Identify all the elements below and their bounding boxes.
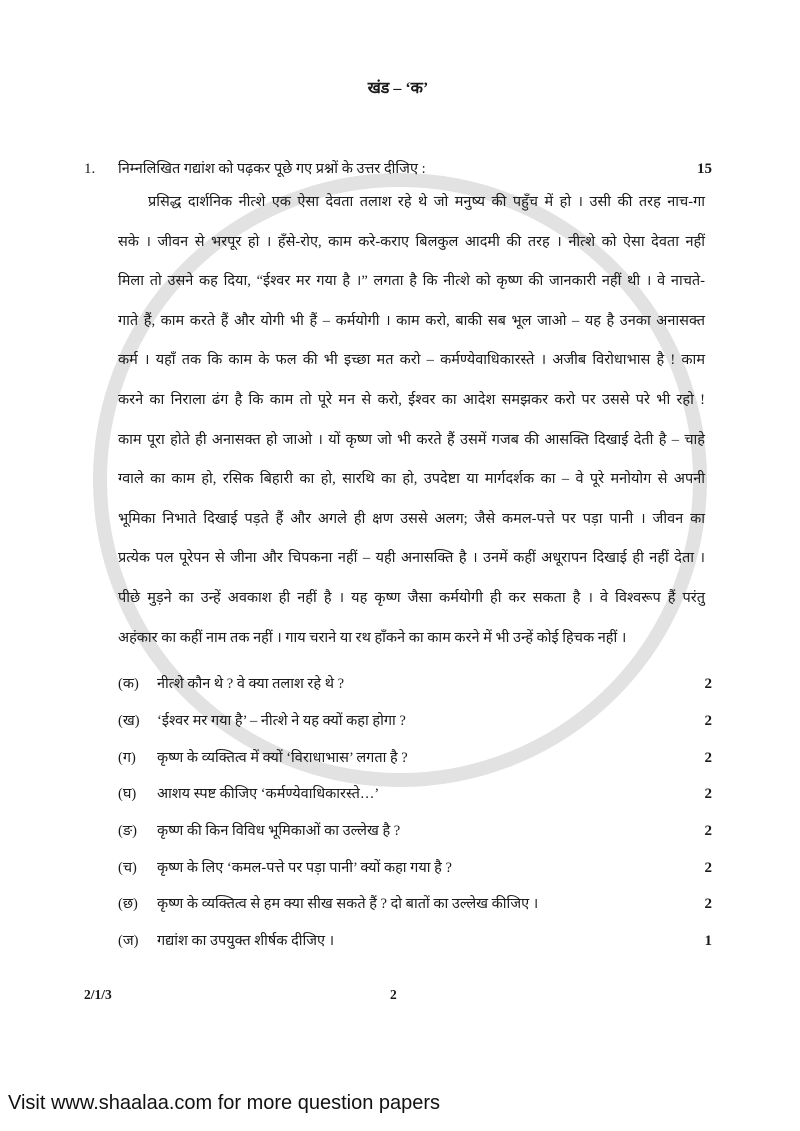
sub-question-text: नीत्शे कौन थे ? वे क्या तलाश रहे थे ? <box>157 676 345 693</box>
sub-question <box>118 857 712 894</box>
sub-question-marks: 2 <box>704 822 712 839</box>
sub-question <box>118 893 712 930</box>
passage-line: गाते हैं, काम करते हैं और योगी भी हैं – कर्मयोगी । काम करो, बाकी सब भूल जाओ – यह है उनका अनासक्त <box>118 312 705 329</box>
visit-link[interactable]: Visit www.shaalaa.com for more question papers <box>8 1092 441 1114</box>
sub-question-label: (ङ) <box>118 822 137 839</box>
page-footer <box>84 985 712 1005</box>
passage-line: मिला तो उसने कह दिया, “ईश्वर मर गया है ।” लगता है कि नीत्शे को कृष्ण की जानकारी नहीं थी । वे नाचते- <box>118 273 705 290</box>
sub-question-label: (ग) <box>118 749 136 766</box>
sub-question-marks: 2 <box>704 859 712 876</box>
document-body <box>84 0 712 1005</box>
passage-line: सके । जीवन से भरपूर हो । हँसे-रोए, काम करे-कराए बिलकुल आदमी की तरह । नीत्शे को ऐसा देवता नहीं <box>118 233 705 250</box>
sub-question <box>118 747 712 784</box>
sub-question-text: कृष्ण के व्यक्तित्व में क्यों ‘विराधाभास’ लगता है ? <box>157 749 408 766</box>
passage-line: काम पूरा होते ही अनासक्त हो जाओ । यों कृष्ण जो भी करते हैं उसमें गजब की आसक्ति दिखाई देती है – चाहे <box>118 431 705 448</box>
sub-question-label: (ख) <box>118 712 140 729</box>
sub-question <box>118 820 712 857</box>
sub-question-label: (ज) <box>118 932 139 949</box>
sub-question-text: कृष्ण के लिए ‘कमल-पत्ते पर पड़ा पानी’ क्यों कहा गया है ? <box>157 859 452 876</box>
page-number: 2 <box>390 986 397 1002</box>
sub-question-marks: 1 <box>704 932 712 949</box>
sub-question <box>118 930 712 967</box>
sub-question-text: कृष्ण के व्यक्तित्व से हम क्या सीख सकते हैं ? दो बातों का उल्लेख कीजिए । <box>157 896 539 913</box>
sub-question-label: (घ) <box>118 786 137 803</box>
section-title: खंड – ‘क’ <box>367 80 429 97</box>
sub-question-marks: 2 <box>704 786 712 803</box>
question-header <box>84 158 712 180</box>
passage-line: अहंकार का कहीं नाम तक नहीं । गाय चराने या रथ हाँकने का काम करने में भी उन्हें कोई हिचक नहीं । <box>118 629 627 646</box>
sub-question-marks: 2 <box>704 712 712 729</box>
passage-line: कर्म । यहाँ तक कि काम के फल की भी इच्छा मत करो – कर्मण्येवाधिकारस्ते । अजीब विरोधाभास है ! काम <box>118 352 705 369</box>
sub-question-label: (क) <box>118 676 139 693</box>
sub-question-label: (छ) <box>118 896 138 913</box>
passage-line: पीछे मुड़ने का उन्हें अवकाश ही नहीं है । यह कृष्ण जैसा कर्मयोगी ही कर सकता है । वे विश्वरूप हैं परंतु <box>118 589 705 606</box>
passage-line: प्रत्येक पल पूरेपन से जीना और चिपकना नहीं – यही अनासक्ति है । उनमें कहीं अधूरापन दिखाई ही नहीं देता । <box>118 550 705 567</box>
passage-line: प्रसिद्ध दार्शनिक नीत्शे एक ऐसा देवता तलाश रहे थे जो मनुष्य की पहुँच में हो । उसी की तरह नाच-गा <box>148 194 705 210</box>
passage-line: भूमिका निभाते दिखाई पड़ते हैं और अगले ही क्षण उससे अलग; जैसे कमल-पत्ते पर पड़ा पानी । जीवन का <box>118 510 705 527</box>
sub-question <box>118 710 712 747</box>
sub-questions <box>84 673 712 967</box>
sub-question <box>118 783 712 820</box>
sub-question <box>118 673 712 710</box>
sub-question-text: कृष्ण की किन विविध भूमिकाओं का उल्लेख है ? <box>157 822 401 839</box>
paper-code: 2/1/3 <box>84 986 112 1002</box>
question-instruction: निम्नलिखित गद्यांश को पढ़कर पूछे गए प्रश्नों के उत्तर दीजिए : <box>118 161 426 177</box>
sub-question-marks: 2 <box>704 749 712 766</box>
question-marks: 15 <box>697 161 712 177</box>
sub-question-label: (च) <box>118 859 137 876</box>
sub-question-marks: 2 <box>704 896 712 913</box>
passage <box>118 190 705 665</box>
sub-question-text: ‘ईश्वर मर गया है’ – नीत्शे ने यह क्यों कहा होगा ? <box>157 712 406 729</box>
sub-question-text: आशय स्पष्ट कीजिए ‘कर्मण्येवाधिकारस्ते…’ <box>157 786 380 803</box>
sub-question-marks: 2 <box>704 676 712 693</box>
question-number: 1. <box>84 161 96 177</box>
sub-question-text: गद्यांश का उपयुक्त शीर्षक दीजिए । <box>157 932 335 949</box>
passage-line: करने का निराला ढंग है कि काम तो पूरे मन से करो, ईश्वर का आदेश समझकर करो पर उससे परे भी रहो ! <box>118 391 705 408</box>
passage-line: ग्वाले का काम हो, रसिक बिहारी का हो, सारथि का हो, उपदेष्टा या मार्गदर्शक का – वे पूरे मनोयोग से अपनी <box>118 471 705 488</box>
